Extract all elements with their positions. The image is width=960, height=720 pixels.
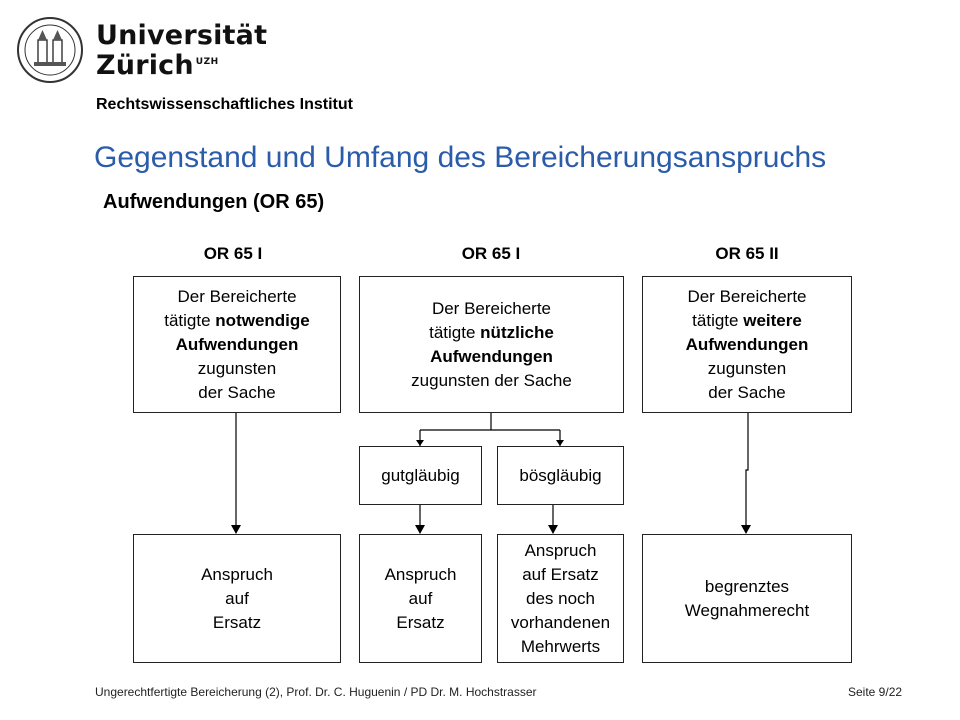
result-text: auf Ersatz <box>522 564 599 584</box>
result-text: Anspruch <box>201 564 273 584</box>
box-emphasis: Aufwendungen <box>175 334 299 354</box>
result-text: Ersatz <box>396 612 445 632</box>
box-text: tätigte <box>692 310 744 330</box>
aufwendungen-box-weitere <box>642 276 852 413</box>
box-text: zugunsten <box>707 358 787 378</box>
university-tag: UZH <box>195 57 219 67</box>
aufwendungen-box-notwendig <box>133 276 341 413</box>
arrow-col2-branch <box>420 413 560 446</box>
footer-page-number: Seite 9/22 <box>848 685 903 699</box>
result-box-ersatz-gutglaeubig <box>359 534 482 663</box>
result-text: Anspruch <box>384 564 457 584</box>
university-name-line1: Universität <box>96 20 268 51</box>
branch-box-boesglaeubig <box>497 446 624 505</box>
column-heading-1: OR 65 I <box>203 244 263 263</box>
branch-label: gutgläubig <box>381 465 460 485</box>
box-text: zugunsten <box>197 358 277 378</box>
university-city: Zürich <box>96 50 194 81</box>
result-text: Mehrwerts <box>520 636 601 656</box>
box-text: Der Bereicherte <box>431 298 552 318</box>
result-box-wegnahmerecht <box>642 534 852 663</box>
slide-subtitle: Aufwendungen (OR 65) <box>103 191 325 213</box>
box-emphasis: Aufwendungen <box>430 346 553 366</box>
aufwendungen-box-nuetzlich <box>359 276 624 413</box>
result-text: vorhandenen <box>510 612 611 632</box>
arrow-col3 <box>746 413 748 533</box>
box-emphasis: weitere <box>743 310 802 330</box>
box-emphasis: Aufwendungen <box>685 334 809 354</box>
result-text: Wegnahmerecht <box>684 600 810 620</box>
box-text: der Sache <box>708 382 786 402</box>
column-heading-3: OR 65 II <box>715 244 779 263</box>
result-box-ersatz-notwendig <box>133 534 341 663</box>
box-text: tätigte <box>429 322 481 342</box>
box-emphasis: notwendige <box>215 310 310 330</box>
box-text: Der Bereicherte <box>687 286 807 306</box>
institute-name: Rechtswissenschaftliches Institut <box>96 96 353 113</box>
column-heading-2: OR 65 I <box>461 244 521 263</box>
footer-course-info: Ungerechtfertigte Bereicherung (2), Prof. Dr. C. Huguenin / PD Dr. M. Hochstrasser <box>95 685 537 699</box>
result-text: des noch <box>525 588 595 608</box>
box-text: der Sache <box>198 382 276 402</box>
box-emphasis: nützliche <box>480 322 554 342</box>
result-box-mehrwert-boesglaeubig <box>497 534 624 663</box>
box-text: tätigte <box>164 310 216 330</box>
result-text: auf <box>408 588 433 608</box>
result-text: Ersatz <box>212 612 262 632</box>
result-text: begrenztes <box>704 576 790 596</box>
branch-box-gutglaeubig <box>359 446 482 505</box>
box-text: Der Bereicherte <box>177 286 297 306</box>
slide-title: Gegenstand und Umfang des Bereicherungsanspruchs <box>94 141 827 174</box>
result-text: Anspruch <box>524 540 597 560</box>
branch-label: bösgläubig <box>519 465 602 485</box>
result-text: auf <box>225 588 249 608</box>
box-text: zugunsten der Sache <box>411 370 572 390</box>
